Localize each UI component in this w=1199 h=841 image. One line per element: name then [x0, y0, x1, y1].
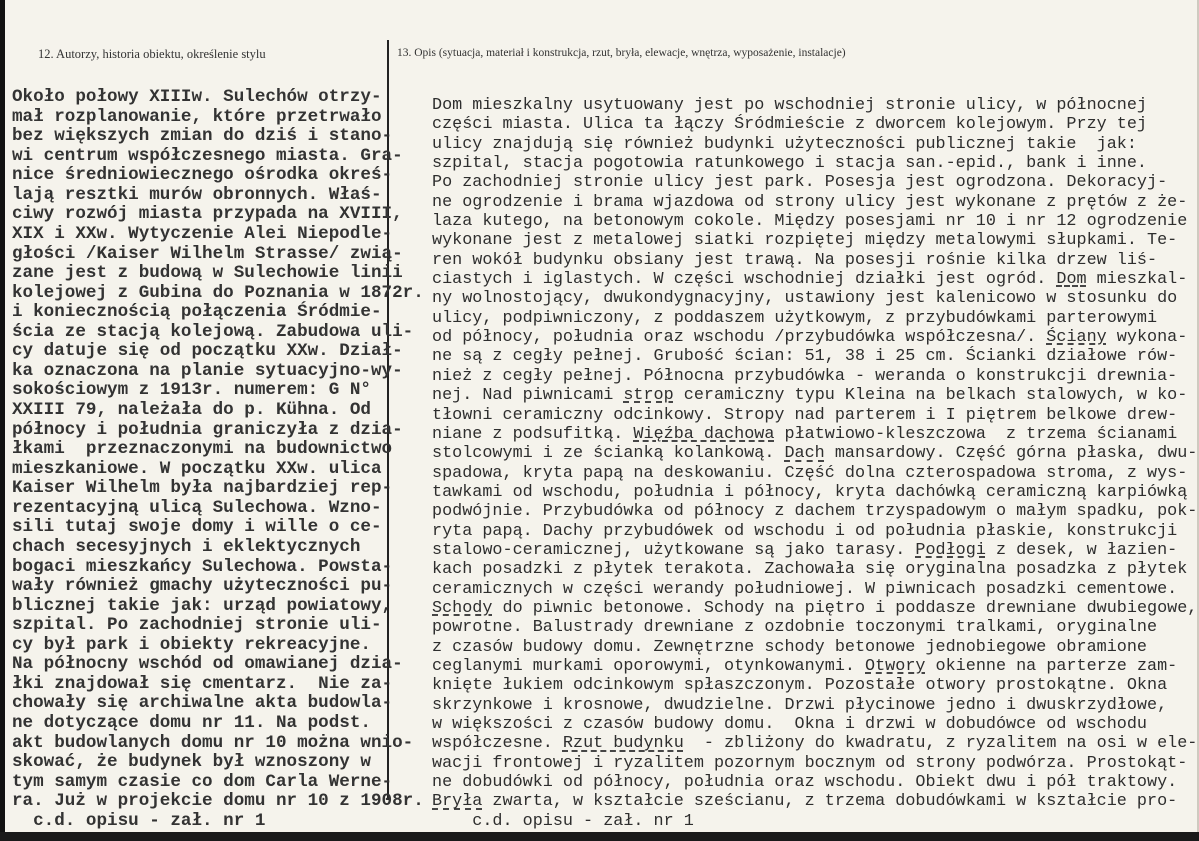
- text-segment: nej. Nad piwnicami: [432, 386, 624, 406]
- underlined-term: Rzut budynku: [562, 734, 684, 754]
- text-segment: wykonane jest z metalowej siatki rozpiętej między metalowymi słupkami. Te-: [432, 231, 1178, 251]
- text-segment: mansardowy. Część górna płaska, dwu-: [824, 444, 1198, 464]
- text-line: [432, 464, 1197, 483]
- text-line: [432, 483, 1197, 502]
- text-segment: ka oznaczona na planie sytuacyjno-wy-: [12, 360, 403, 381]
- text-line: [432, 425, 1197, 444]
- text-segment: płatwiowo-kleszczowa z trzema ścianami: [774, 424, 1178, 444]
- text-segment: XIX i XXw. Wytyczenie Alei Niepodle-: [12, 223, 393, 244]
- description-text-column: [432, 96, 1197, 831]
- text-line: [12, 127, 424, 147]
- text-line: [432, 193, 1197, 212]
- text-line: [432, 251, 1197, 270]
- text-segment: laza kutego, na betonowym cokole. Między posesjami nr 10 i nr 12 ogrodzenie: [432, 212, 1188, 232]
- text-segment: sili tutaj swoje domy i wille o ce-: [12, 517, 382, 538]
- text-line: [12, 303, 424, 323]
- text-segment: podwójnie. Przybudówka od północy z dachem trzyspadowym o małym spadku, pok-: [432, 502, 1198, 522]
- page-edge-bottom: [0, 832, 1199, 841]
- text-line: [12, 205, 424, 225]
- text-line: [432, 502, 1197, 521]
- text-segment: ścia ze stacją kolejową. Zabudowa uli-: [12, 321, 414, 342]
- text-line: [12, 714, 424, 734]
- text-segment: zane jest z budową w Sulechowie linii: [12, 263, 403, 284]
- text-line: [12, 675, 424, 695]
- text-segment: do piwnic betonowe. Schody na piętro i poddasze drewniane dwubiegowe,: [492, 598, 1198, 618]
- text-line: [432, 231, 1197, 250]
- text-line: [12, 499, 424, 519]
- underlined-term: Otwory: [865, 656, 926, 676]
- text-segment: szpital. Po zachodniej stronie uli-: [12, 615, 382, 636]
- text-line: [12, 166, 424, 186]
- text-line: [432, 115, 1197, 134]
- text-segment: ciwy rozwój miasta przypada na XVIII,: [12, 204, 403, 225]
- text-segment: współczesne.: [432, 734, 563, 754]
- text-segment: ulicy znajdują się również budynki użyteczności publicznej takie jak:: [432, 134, 1137, 154]
- text-segment: zwarta, w kształcie sześcianu, z trzema dobudówkami w kształcie pro-: [482, 792, 1178, 812]
- text-line: [432, 154, 1197, 173]
- text-line: [432, 522, 1197, 541]
- text-segment: niane z podsufitką.: [432, 424, 634, 444]
- text-segment: bez większych zmian do dziś i stano-: [12, 126, 393, 147]
- text-line: [432, 406, 1197, 425]
- text-line: [432, 96, 1197, 115]
- text-line: [12, 479, 424, 499]
- text-segment: Kaiser Wilhelm była najbardziej rep-: [12, 478, 393, 499]
- text-segment: knięte łukiem odcinkowym spłaszczonym. Pozostałe otwory prostokątne. Okna: [432, 676, 1168, 696]
- text-line: [12, 362, 424, 382]
- text-segment: skrzynkowe i krosnowe, dwudzielne. Drzwi płycinowe jedno i dwuskrzydłowe,: [432, 695, 1168, 715]
- text-segment: cy datuje się od początku XXw. Dział-: [12, 341, 403, 362]
- text-segment: - zbliżony do kwadratu, z ryzalitem na osi w ele-: [683, 734, 1198, 754]
- text-line: [432, 696, 1197, 715]
- text-segment: okienne na parterze zam-: [925, 656, 1178, 676]
- text-line: [12, 284, 424, 304]
- text-line: [12, 245, 424, 265]
- text-line: [12, 225, 424, 245]
- text-segment: XXIII 79, należała do p. Kühna. Od: [12, 400, 371, 420]
- text-segment: ren wokół budynku obsiany jest trawą. Na posesji rośnie kilka drzew liś-: [432, 250, 1158, 270]
- text-line: [432, 444, 1197, 463]
- text-line: [12, 460, 424, 480]
- section-13-header: 13. Opis (sytuacja, materiał i konstrukcja, rzut, bryła, elewacje, wnętrza, wyposażenie, instalacje): [397, 47, 846, 59]
- text-segment: i koniecznością połączenia Śródmie-: [12, 302, 382, 323]
- text-line: [432, 328, 1197, 347]
- text-line: [12, 186, 424, 206]
- text-line: [432, 270, 1197, 289]
- text-line: [12, 773, 424, 793]
- text-segment: akt budowlanych domu nr 10 można wnio-: [12, 732, 414, 753]
- text-segment: c.d. opisu - zał. nr 1: [12, 810, 266, 831]
- text-segment: Około połowy XIIIw. Sulechów otrzy-: [12, 87, 382, 107]
- underlined-term: Schody: [432, 598, 493, 618]
- text-line: [12, 577, 424, 597]
- text-segment: chowały się archiwalne akta budowla-: [12, 693, 393, 714]
- text-line: [12, 440, 424, 460]
- text-segment: z czasów budowy domu. Zewnętrzne schody betonowe jednobiegowe obramione: [432, 637, 1147, 657]
- underlined-term: Dach: [784, 444, 825, 464]
- text-segment: ne są z cegły pełnej. Grubość ścian: 51, 38 i 25 cm. Ścianki działowe rów-: [432, 347, 1178, 367]
- text-segment: łki znajdował się cmentarz. Nie za-: [12, 673, 393, 694]
- text-line: [432, 135, 1197, 154]
- text-segment: kolejowej z Gubina do Poznania w 1872r.: [12, 282, 424, 303]
- text-line: [12, 734, 424, 754]
- text-segment: ceramicznych w części werandy południowej. W piwnicach posadzki cementowe.: [432, 579, 1178, 599]
- text-line: [432, 599, 1197, 618]
- text-line: [12, 655, 424, 675]
- text-line: [432, 773, 1197, 792]
- history-text-column: [12, 88, 424, 831]
- text-segment: ciastych i iglastych. W części wschodniej działki jest ogród.: [432, 270, 1057, 290]
- text-segment: mieszkal-: [1086, 270, 1188, 290]
- text-segment: stalowo-ceramicznej, użytkowane są jako tarasy.: [432, 540, 916, 560]
- underlined-term: Dom: [1056, 270, 1087, 290]
- text-line: [12, 753, 424, 773]
- text-line: [432, 386, 1197, 405]
- text-segment: tłowni ceramiczny odcinkowy. Stropy nad parterem i I piętrem belkowe drew-: [432, 405, 1178, 425]
- text-segment: ne dotyczące domu nr 11. Na podst.: [12, 713, 371, 733]
- text-segment: północy i południa graniczyła z dzia-: [12, 419, 403, 440]
- text-segment: stolcowymi i ze ścianką kolankową.: [432, 444, 785, 464]
- text-line: [12, 597, 424, 617]
- text-segment: od północy, południa oraz wschodu /przybudówka współczesna/.: [432, 328, 1047, 348]
- text-segment: łkami przeznaczonymi na budownictwo: [12, 439, 393, 460]
- text-line: [432, 792, 1197, 811]
- text-segment: ne ogrodzenie i brama wjazdowa od strony ulicy jest wykonane z prętów z że-: [432, 192, 1188, 212]
- text-segment: spadowa, kryta papą na deskowaniu. Część dolna czterospadowa stroma, z wys-: [432, 463, 1188, 483]
- text-line: [432, 715, 1197, 734]
- text-line: [12, 147, 424, 167]
- text-segment: wały również gmachy użyteczności pu-: [12, 576, 393, 597]
- text-segment: cy był park i obiekty rekreacyjne.: [12, 634, 371, 655]
- text-line: [432, 812, 1197, 831]
- text-line: [12, 108, 424, 128]
- text-line: [12, 694, 424, 714]
- text-line: [12, 812, 424, 832]
- underlined-term: Bryła: [432, 792, 483, 812]
- text-segment: ra. Już w projekcie domu nr 10 z 1908r.: [12, 791, 424, 812]
- text-segment: w większości z czasów budowy domu. Okna i drzwi w dobudówce od wschodu: [432, 715, 1147, 734]
- text-segment: Dom mieszkalny usytuowany jest po wschodniej stronie ulicy, w północnej: [432, 96, 1147, 115]
- text-line: [432, 541, 1197, 560]
- text-line: [432, 212, 1197, 231]
- text-segment: bogaci mieszkańcy Sulechowa. Powsta-: [12, 556, 393, 577]
- text-segment: szpital, stacja pogotowia ratunkowego i stacja san.-epid., bank i inne.: [432, 154, 1147, 174]
- text-segment: tawkami od wschodu, południa i północy, kryta dachówką ceramiczną karpiówką: [432, 482, 1188, 502]
- text-segment: ceramiczny typu Kleina na belkach stalowych, w ko-: [673, 386, 1188, 406]
- text-line: [12, 616, 424, 636]
- section-12-header: 12. Autorzy, historia obiektu, określenie stylu: [38, 47, 266, 61]
- text-segment: mał rozplanowanie, które przetrwało: [12, 106, 382, 127]
- text-line: [432, 367, 1197, 386]
- text-segment: powrotne. Balustrady drewniane z ozdobnie toczonymi tralkami, oryginalne: [432, 618, 1158, 638]
- text-segment: ryta papą. Dachy przybudówek od wschodu i od południa płaskie, konstrukcji: [432, 521, 1178, 541]
- text-line: [432, 560, 1197, 579]
- text-segment: rezentacyjną ulicą Sulechowa. Wzno-: [12, 497, 382, 518]
- text-line: [12, 88, 424, 108]
- text-line: [12, 381, 424, 401]
- text-line: [12, 421, 424, 441]
- text-line: [432, 347, 1197, 366]
- text-segment: nież z cegły pełnej. Północna przybudówka - weranda o konstrukcji drewnia-: [432, 366, 1178, 386]
- text-segment: lają resztki murów obronnych. Właś-: [12, 184, 382, 205]
- text-segment: sokościowym z 1913r. numerem: G N°: [12, 380, 371, 401]
- text-line: [12, 342, 424, 362]
- text-line: [432, 309, 1197, 328]
- text-segment: nice średniowiecznego ośrodka okreś-: [12, 165, 393, 186]
- page-edge-left: [0, 0, 5, 841]
- text-line: [432, 618, 1197, 637]
- underlined-term: strop: [623, 386, 674, 406]
- text-line: [432, 638, 1197, 657]
- text-line: [432, 657, 1197, 676]
- text-line: [12, 792, 424, 812]
- text-segment: ulicy, podpiwniczony, z poddaszem użytkowym, z przybudówkami parterowymi: [432, 308, 1158, 328]
- text-segment: kach posadzki z płytek terakota. Zachowała się oryginalna posadzka z płytek: [432, 560, 1188, 580]
- text-line: [12, 538, 424, 558]
- text-segment: blicznej takie jak: urząd powiatowy,: [12, 595, 393, 616]
- text-segment: Po zachodniej stronie ulicy jest park. Posesja jest ogrodzona. Dekoracyj-: [432, 173, 1168, 193]
- text-segment: wykona-: [1106, 328, 1188, 348]
- text-segment: c.d. opisu - zał. nr 1: [432, 811, 694, 831]
- text-segment: skować, że budynek był wznoszony w: [12, 752, 371, 773]
- text-segment: części miasta. Ulica ta łączy Śródmieście z dworcem kolejowym. Przy tej: [432, 115, 1147, 135]
- text-line: [432, 580, 1197, 599]
- text-segment: głości /Kaiser Wilhelm Strasse/ zwią-: [12, 243, 403, 264]
- text-line: [12, 636, 424, 656]
- text-segment: tym samym czasie co dom Carla Werne-: [12, 771, 393, 792]
- text-segment: chach secesyjnych i eklektycznych: [12, 536, 361, 557]
- text-line: [12, 518, 424, 538]
- text-line: [12, 264, 424, 284]
- text-line: [12, 401, 424, 421]
- text-line: [432, 754, 1197, 773]
- underlined-term: Podłogi: [915, 540, 986, 560]
- text-segment: z desek, w łazien-: [985, 540, 1178, 560]
- text-segment: ceglanymi murkami oporowymi, otynkowanymi.: [432, 656, 866, 676]
- underlined-term: Ściany: [1046, 328, 1107, 348]
- text-line: [432, 289, 1197, 308]
- text-segment: ne dobudówki od północy, południa oraz wschodu. Obiekt dwu i pół traktowy.: [432, 773, 1178, 793]
- text-segment: mieszkaniowe. W początku XXw. ulica: [12, 458, 382, 479]
- text-segment: wi centrum współczesnego miasta. Gra-: [12, 145, 403, 166]
- text-line: [12, 558, 424, 578]
- text-segment: ny wolnostojący, dwukondygnacyjny, ustawiony jest kalenicowo w stosunku do: [432, 289, 1178, 309]
- text-segment: wacji frontowej i ryzalitem pozornym bocznym od strony podwórza. Prostokąt-: [432, 753, 1188, 773]
- text-segment: Na północny wschód od omawianej dzia-: [12, 654, 403, 675]
- text-line: [432, 676, 1197, 695]
- text-line: [432, 734, 1197, 753]
- text-line: [432, 173, 1197, 192]
- underlined-term: Więźba dachowa: [633, 424, 775, 444]
- text-line: [12, 323, 424, 343]
